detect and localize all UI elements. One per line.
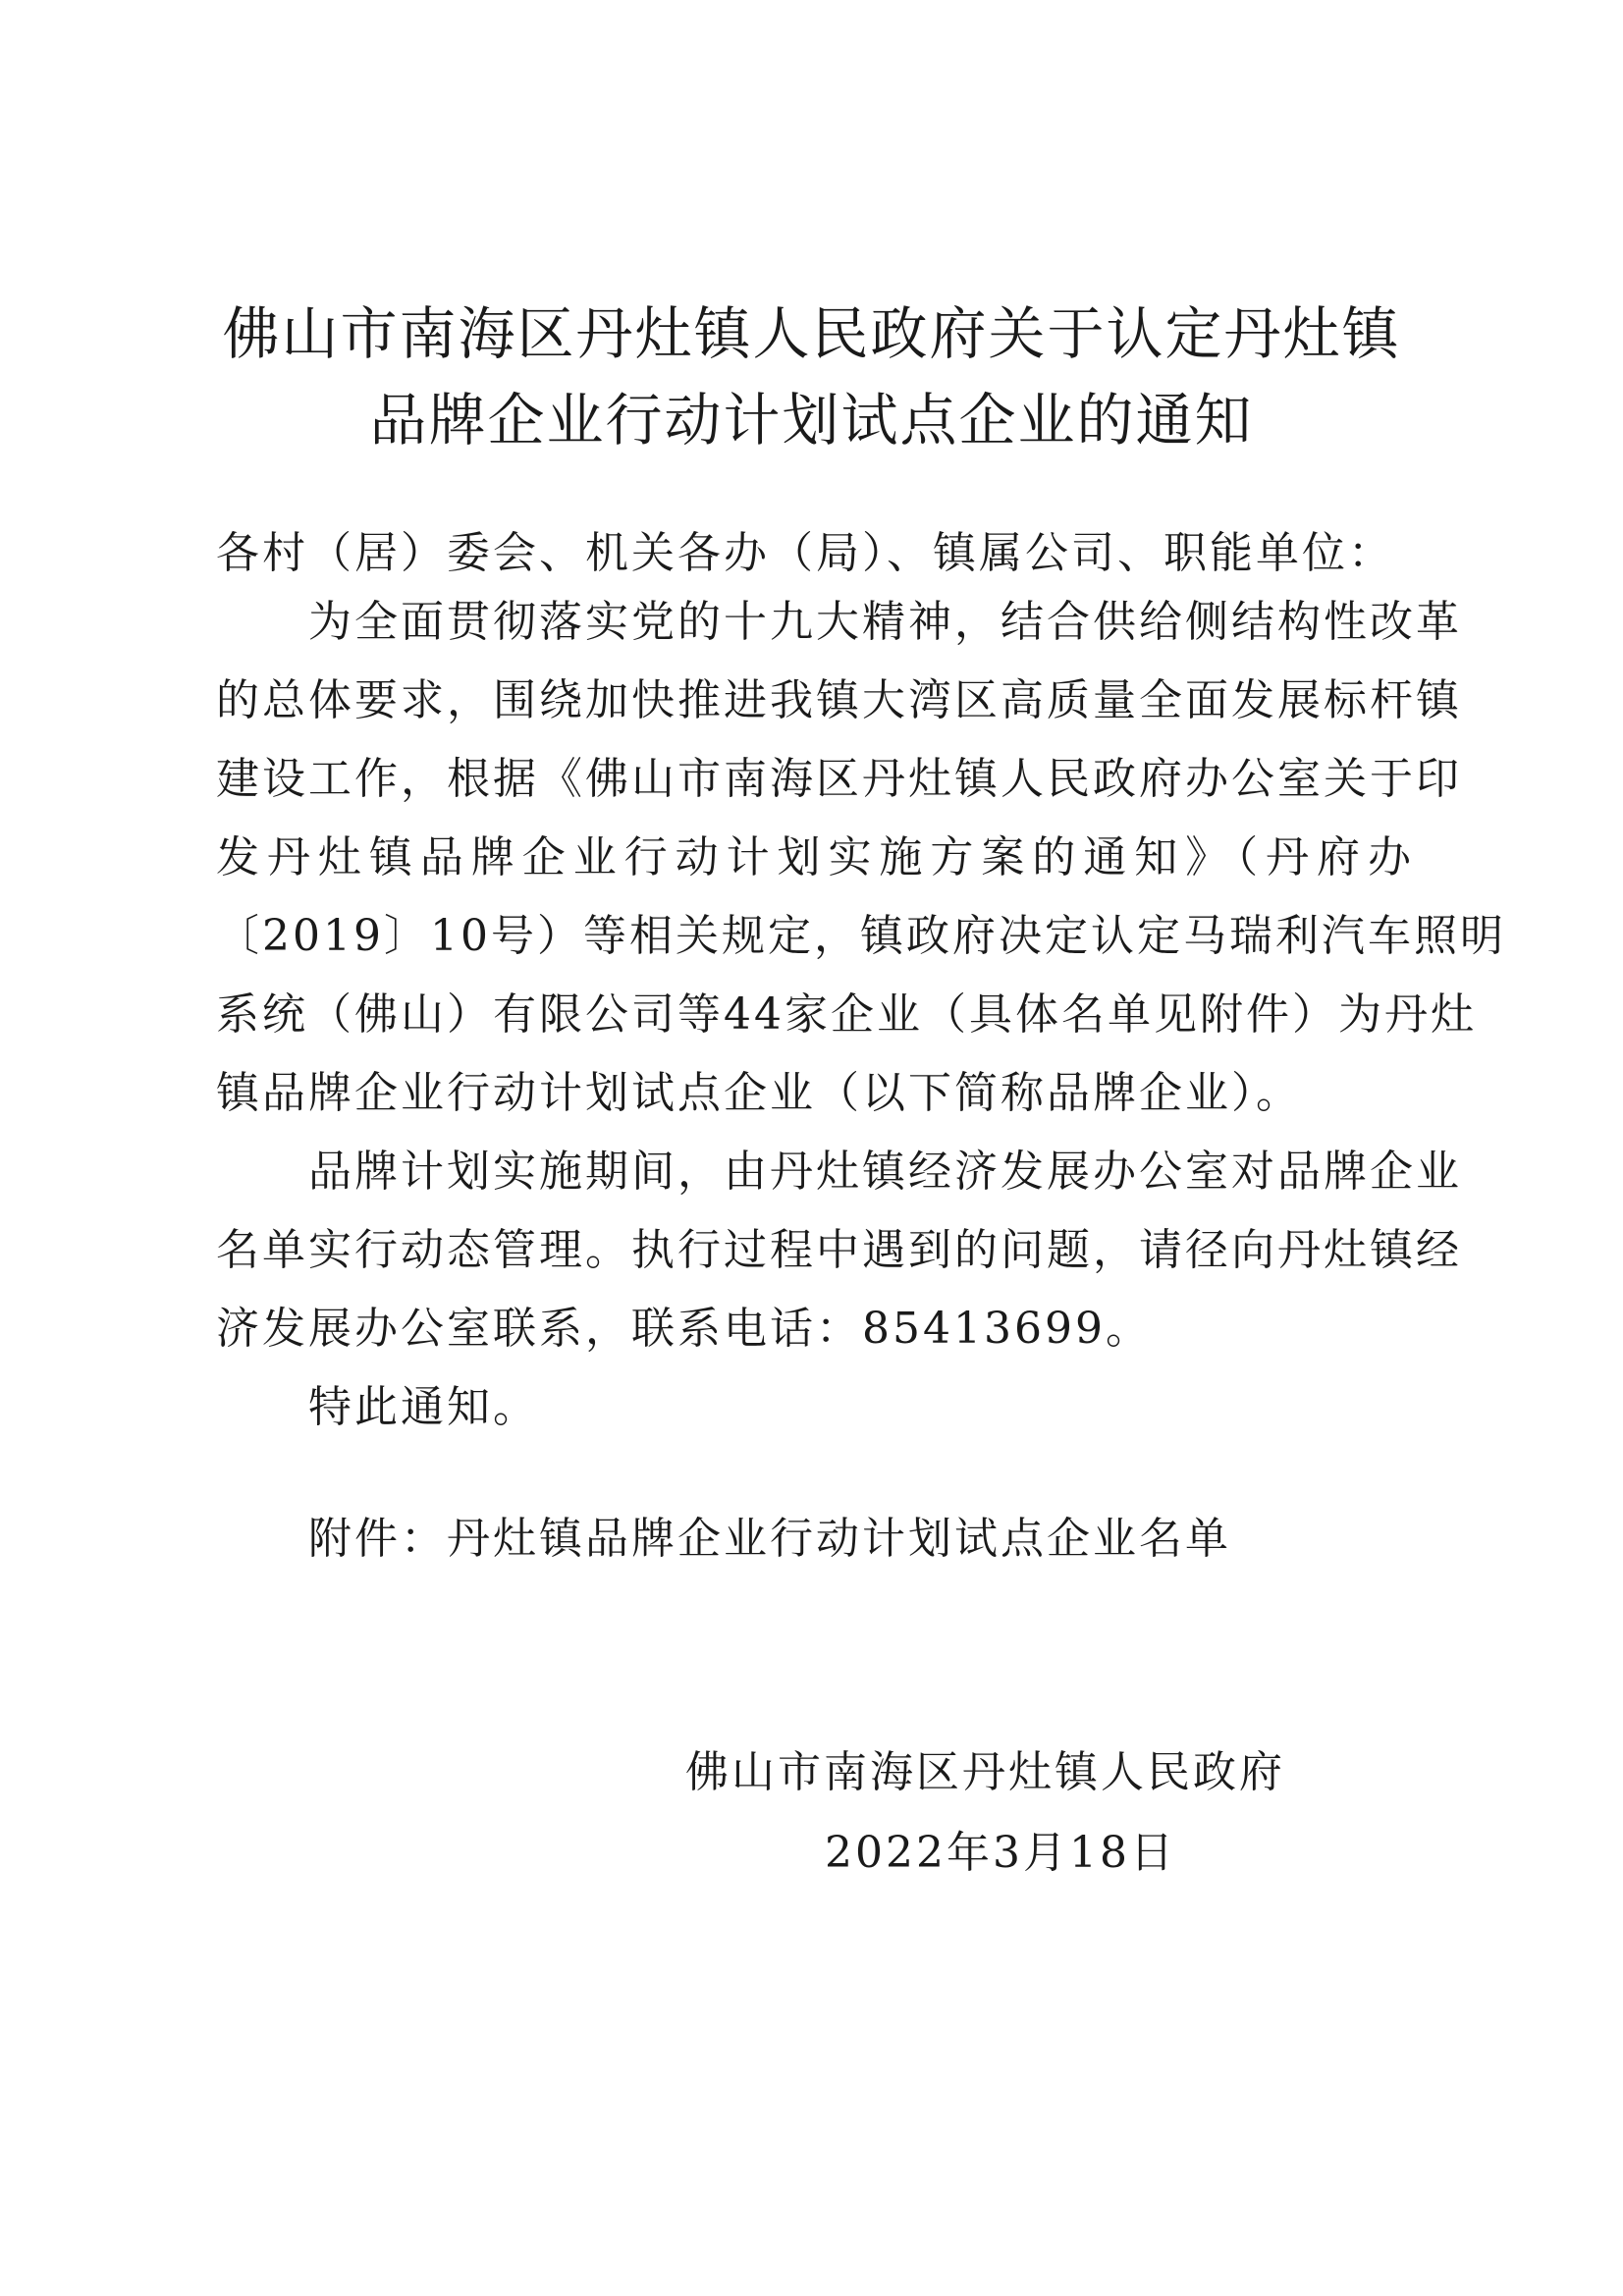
paragraph-1-line: 镇品牌企业行动计划试点企业（以下简称品牌企业）。: [216, 1068, 1302, 1118]
issue-date: 2022年3月18日: [825, 1828, 1176, 1878]
closing-statement: 特此通知。: [308, 1382, 539, 1432]
paragraph-1-line: 系统（佛山）有限公司等44家企业（具体名单见附件）为丹灶: [216, 989, 1477, 1040]
paragraph-1-line: 建设工作，根据《佛山市南海区丹灶镇人民政府办公室关于印: [216, 754, 1462, 804]
document-title-line-2: 品牌企业行动计划试点企业的通知: [369, 387, 1254, 454]
paragraph-2-line: 品牌计划实施期间，由丹灶镇经济发展办公室对品牌企业: [308, 1147, 1462, 1197]
issuing-authority: 佛山市南海区丹灶镇人民政府: [685, 1747, 1285, 1797]
paragraph-1-line: 〔2019〕10号）等相关规定，镇政府决定认定马瑞利汽车照明: [216, 911, 1506, 961]
paragraph-2-line: 济发展办公室联系，联系电话：85413699。: [216, 1304, 1152, 1354]
document-title-line-1: 佛山市南海区丹灶镇人民政府关于认定丹灶镇: [222, 300, 1401, 367]
salutation: 各村（居）委会、机关各办（局）、镇属公司、职能单位：: [216, 528, 1394, 578]
paragraph-1-line: 发丹灶镇品牌企业行动计划实施方案的通知》（丹府办: [216, 832, 1414, 882]
paragraph-1-line: 为全面贯彻落实党的十九大精神，结合供给侧结构性改革: [308, 597, 1462, 647]
attachment-note: 附件：丹灶镇品牌企业行动计划试点企业名单: [308, 1514, 1231, 1564]
paragraph-1-line: 的总体要求，围绕加快推进我镇大湾区高质量全面发展标杆镇: [216, 675, 1462, 725]
paragraph-2-line: 名单实行动态管理。执行过程中遇到的问题，请径向丹灶镇经: [216, 1225, 1462, 1275]
